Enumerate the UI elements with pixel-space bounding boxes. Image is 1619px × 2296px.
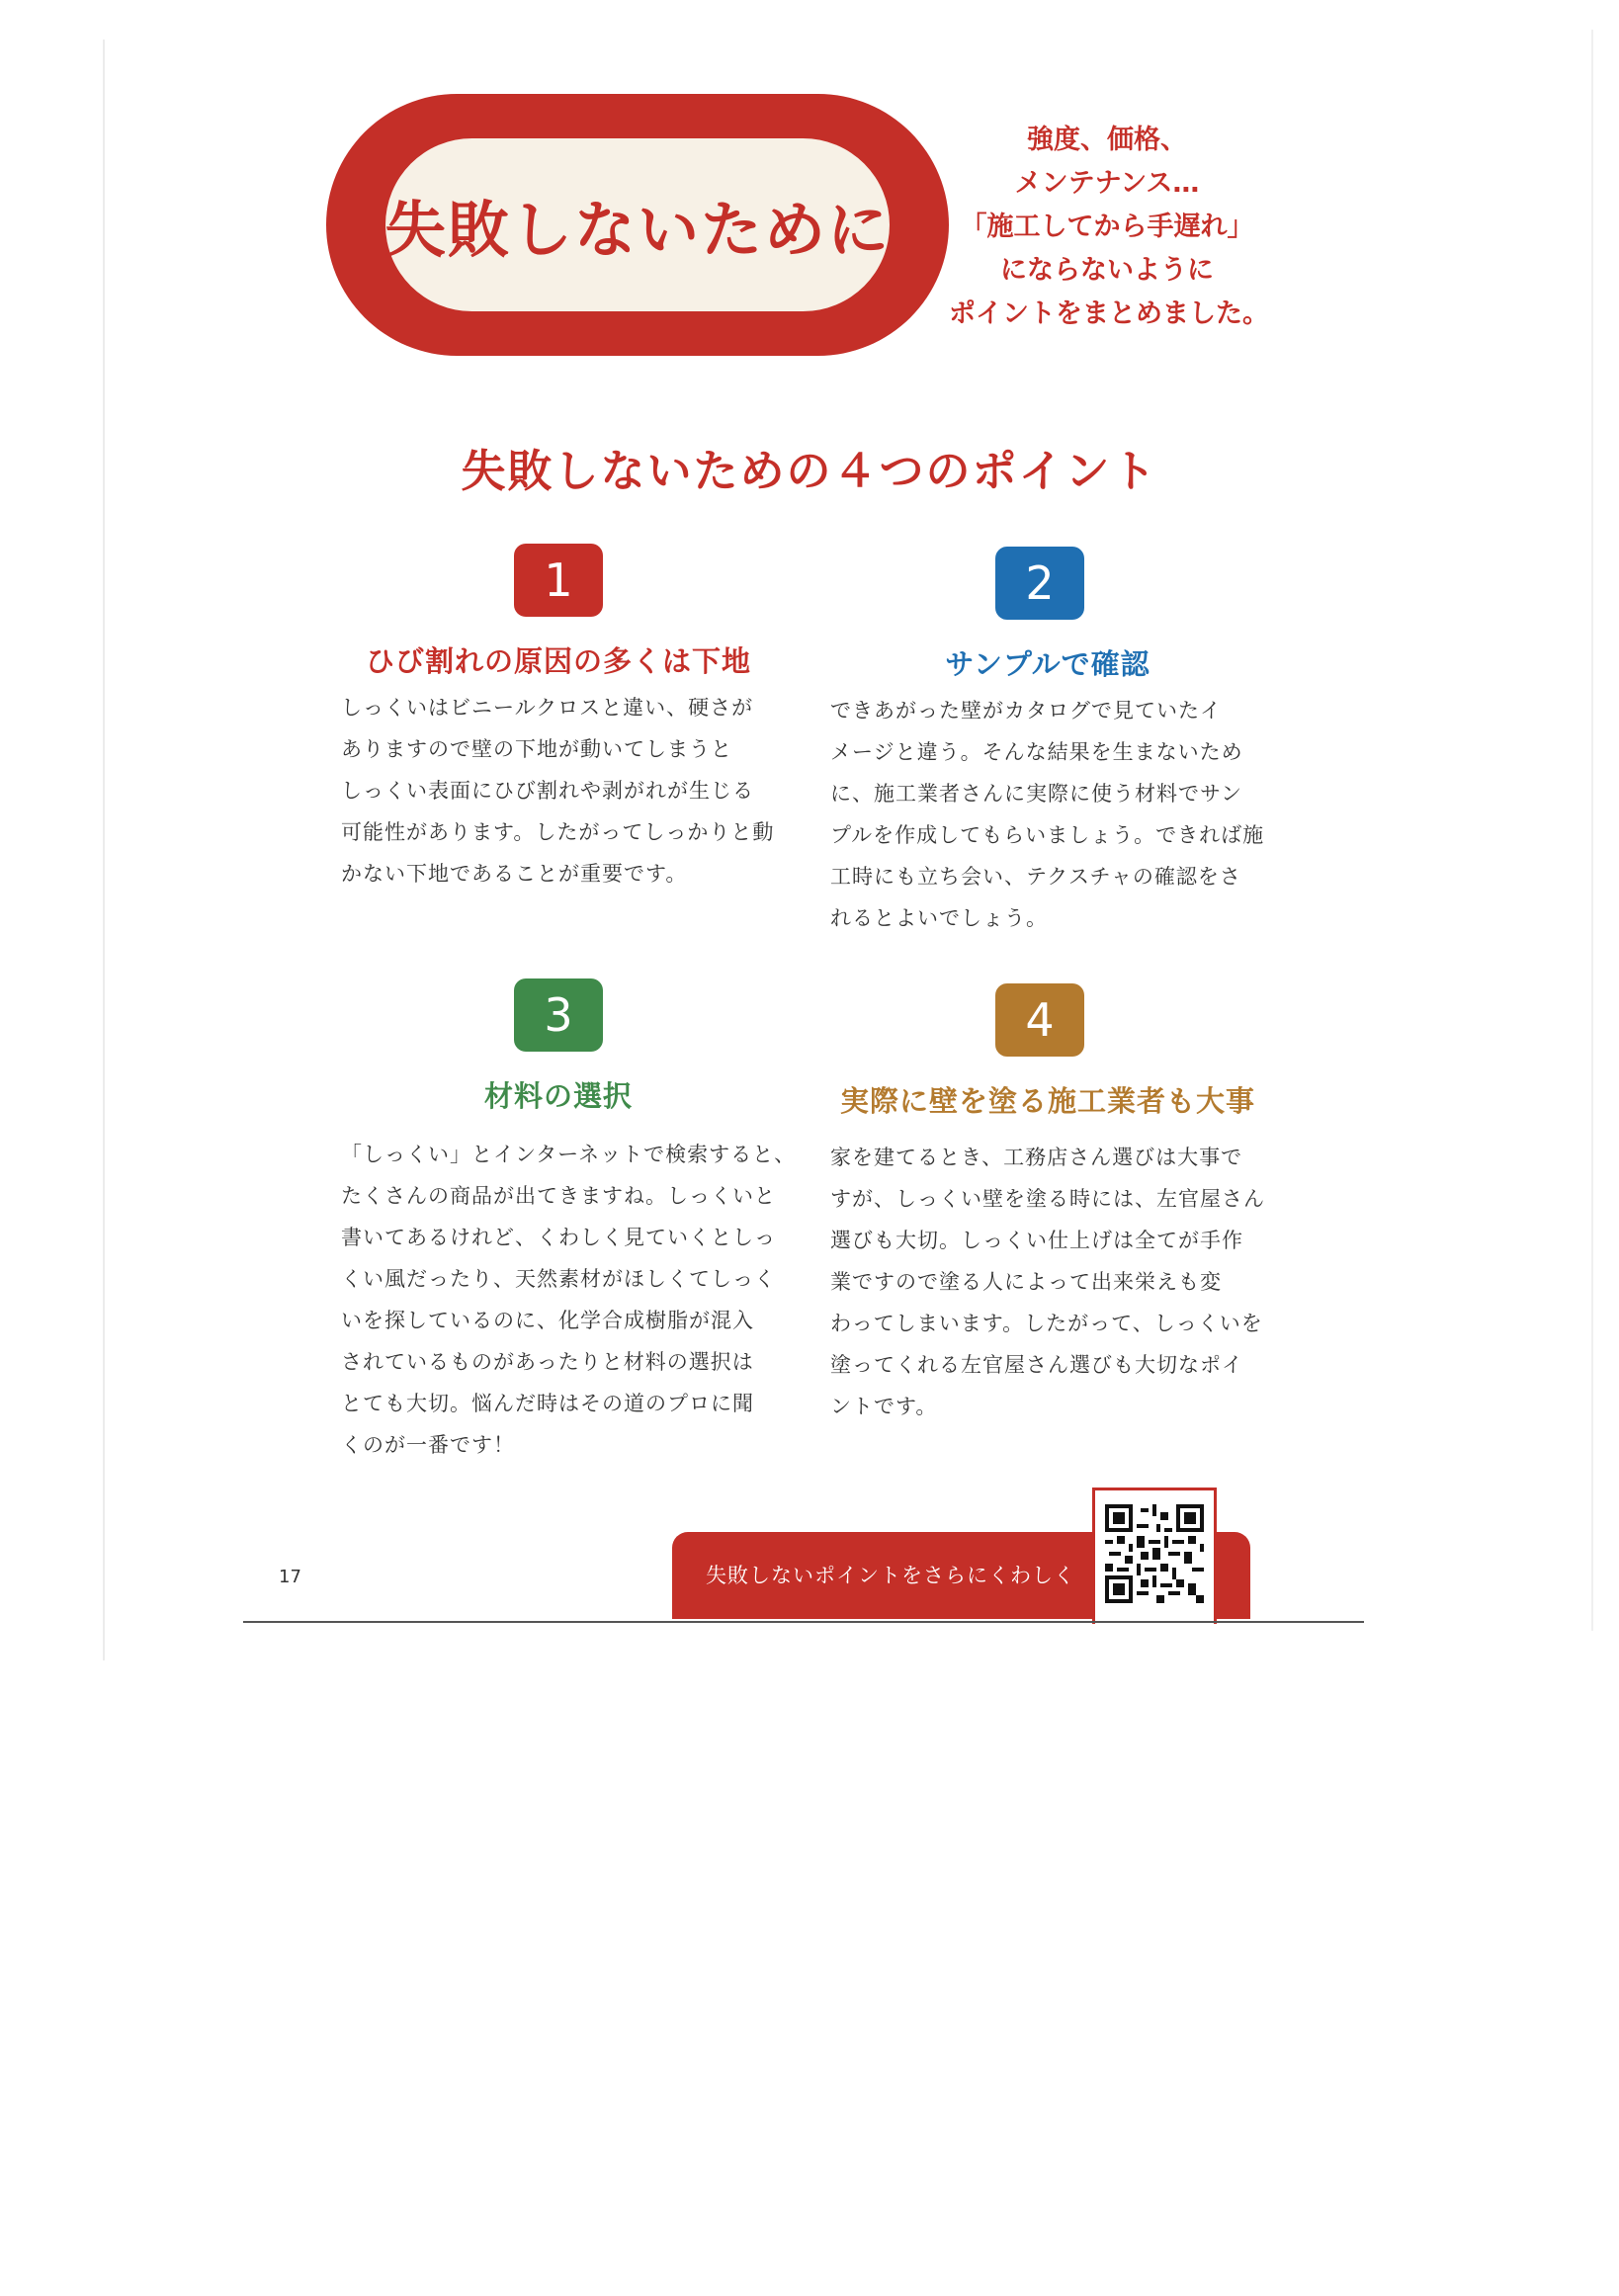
intro-text <box>949 119 1269 336</box>
body-line: くい風だったり、天然素材がほしくてしっく <box>341 1267 776 1291</box>
title-banner-inner <box>385 138 890 311</box>
scan-edge <box>103 40 105 1660</box>
body-line: くのが一番です！ <box>341 1433 515 1457</box>
page-number: 17 <box>279 1567 301 1587</box>
body-line: かない下地であることが重要です。 <box>341 862 688 886</box>
point-heading: 材料の選択 <box>483 1079 633 1113</box>
body-line: ありますので壁の下地が動いてしまうと <box>341 737 732 761</box>
body-line: に、施工業者さんに実際に使う材料でサン <box>830 782 1242 806</box>
scan-edge <box>1591 30 1593 1631</box>
qr-code-icon[interactable] <box>1105 1504 1204 1603</box>
body-line: 塗ってくれる左官屋さん選びも大切なポイ <box>830 1353 1243 1377</box>
point-heading: サンプルで確認 <box>945 647 1150 681</box>
body-line: メージと違う。そんな結果を生まないため <box>830 740 1243 764</box>
point-heading: 実際に壁を塗る施工業者も大事 <box>839 1084 1255 1118</box>
body-line: 業ですので塗る人によって出来栄えも変 <box>830 1270 1222 1294</box>
body-line: 「しっくい」とインターネットで検索すると、 <box>341 1143 797 1166</box>
page-title: 失敗しないために <box>384 194 892 266</box>
intro-line: メンテナンス… <box>1014 168 1200 199</box>
point-body <box>341 687 781 894</box>
body-line: 選びも大切。しっくい仕上げは全てが手作 <box>830 1229 1243 1252</box>
body-line: されているものがあったりと材料の選択は <box>341 1350 754 1374</box>
body-line: いを探しているのに、化学合成樹脂が混入 <box>341 1309 754 1332</box>
qr-code-frame[interactable] <box>1092 1488 1217 1624</box>
section-title: 失敗しないための４つのポイント <box>461 445 1158 497</box>
point-body <box>341 1134 797 1466</box>
body-line: すが、しっくい壁を塗る時には、左官屋さん <box>830 1187 1265 1211</box>
body-line: 可能性があります。したがってしっかりと動 <box>341 820 775 844</box>
intro-line: 「施工してから手遅れ」 <box>960 212 1254 242</box>
intro-line: ポイントをまとめました。 <box>949 298 1269 329</box>
body-line: しっくいはビニールクロスと違い、硬さが <box>341 696 754 720</box>
point-number-badge: 3 <box>514 978 603 1052</box>
point-body <box>830 690 1270 939</box>
footer-rule <box>243 1621 1364 1623</box>
point-number-badge: 4 <box>995 983 1084 1057</box>
point-number-badge: 2 <box>995 547 1084 620</box>
body-line: とても大切。悩んだ時はその道のプロに聞 <box>341 1392 754 1415</box>
body-line: しっくい表面にひび割れや剥がれが生じる <box>341 779 754 803</box>
body-line: できあがった壁がカタログで見ていたイ <box>830 699 1222 723</box>
point-number-badge: 1 <box>514 544 603 617</box>
title-banner <box>326 94 949 356</box>
more-info-label: 失敗しないポイントをさらにくわしく <box>706 1564 1075 1587</box>
intro-line: にならないように <box>1000 255 1214 286</box>
body-line: わってしまいます。したがって、しっくいを <box>830 1312 1263 1335</box>
point-body <box>830 1137 1270 1427</box>
body-line: たくさんの商品が出てきますね。しっくいと <box>341 1184 776 1208</box>
point-heading: ひび割れの原因の多くは下地 <box>365 644 751 678</box>
body-line: 家を建てるとき、工務店さん選びは大事で <box>830 1146 1243 1169</box>
body-line: プルを作成してもらいましょう。できれば施 <box>830 823 1265 847</box>
body-line: ントです。 <box>830 1395 938 1418</box>
intro-line: 強度、価格、 <box>1027 125 1187 155</box>
body-line: 工時にも立ち会い、テクスチャの確認をさ <box>830 865 1241 889</box>
body-line: れるとよいでしょう。 <box>830 906 1048 930</box>
body-line: 書いてあるけれど、くわしく見ていくとしっ <box>341 1226 776 1249</box>
